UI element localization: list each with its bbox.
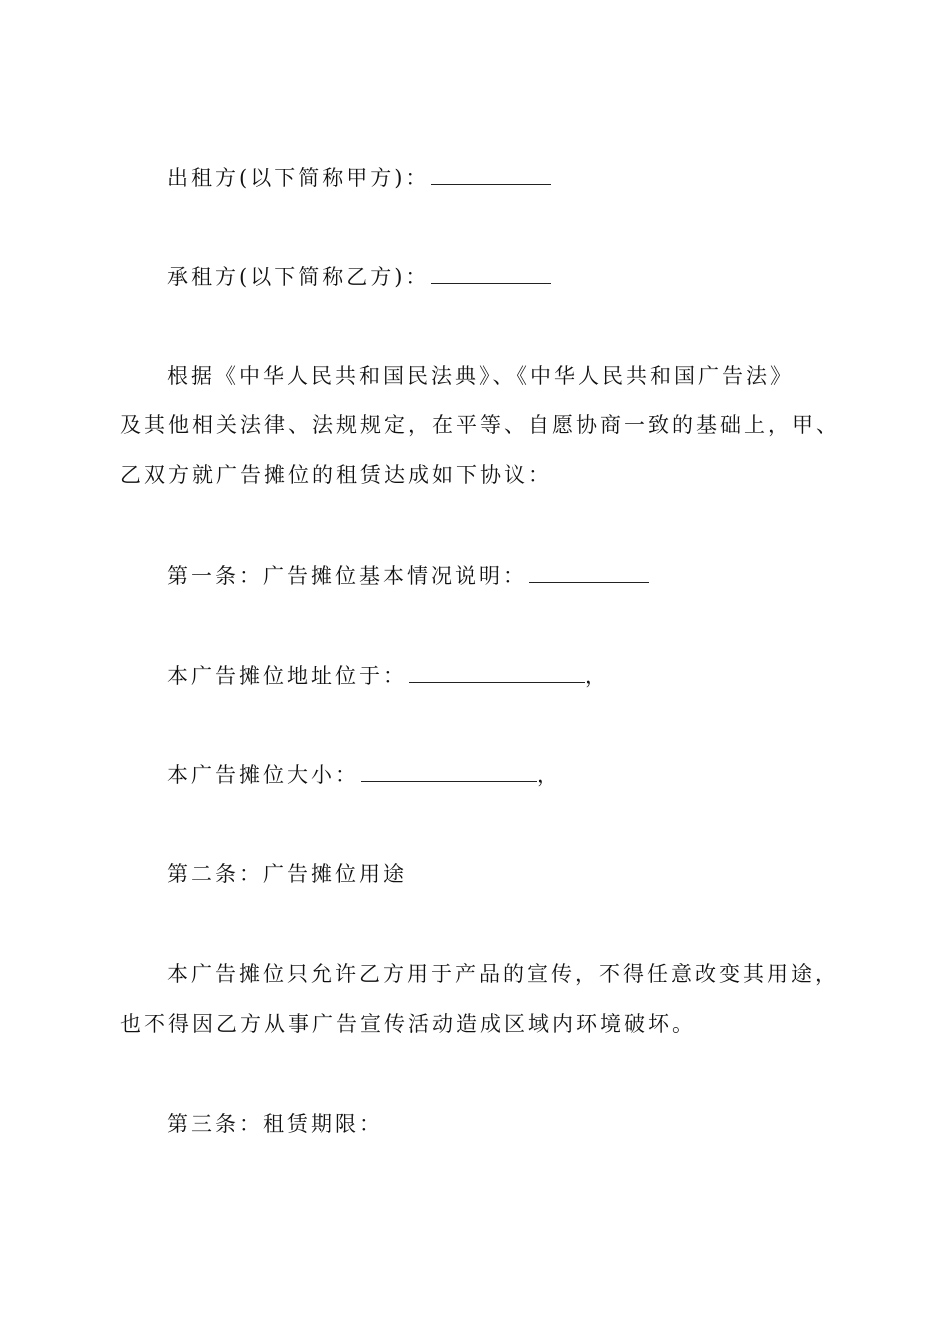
size-label: 本广告摊位大小： xyxy=(167,763,359,787)
article-1-heading-line xyxy=(167,562,887,590)
address-label: 本广告摊位地址位于： xyxy=(167,664,407,688)
article-2-line-2: 也不得因乙方从事广告宣传活动造成区域内环境破坏。 xyxy=(120,1012,696,1036)
lessee-label: 承租方(以下简称乙方)： xyxy=(167,265,430,289)
intro-line-1: 根据《中华人民共和国民法典》、《中华人民共和国广告法》 xyxy=(167,364,794,388)
article-2-heading: 第二条：广告摊位用途 xyxy=(167,862,407,886)
intro-line-2: 及其他相关法律、法规规定，在平等、自愿协商一致的基础上，甲、 xyxy=(120,413,840,437)
intro-line-3: 乙双方就广告摊位的租赁达成如下协议： xyxy=(120,463,552,487)
lessor-blank xyxy=(431,166,551,185)
article-1-heading: 第一条：广告摊位基本情况说明： xyxy=(167,564,527,588)
address-suffix: ， xyxy=(585,664,609,688)
article-3-heading: 第三条：租赁期限： xyxy=(167,1112,383,1136)
address-line xyxy=(167,662,887,690)
address-blank xyxy=(409,664,585,683)
size-line xyxy=(167,761,887,789)
size-blank xyxy=(361,763,537,782)
lessor-line xyxy=(167,164,887,192)
article-2-line-1: 本广告摊位只允许乙方用于产品的宣传，不得任意改变其用途， xyxy=(167,962,839,986)
lessor-label: 出租方(以下简称甲方)： xyxy=(167,166,430,190)
lessee-blank xyxy=(431,265,551,284)
article-1-blank xyxy=(529,564,649,583)
lessee-line xyxy=(167,263,887,291)
size-suffix: ， xyxy=(537,763,561,787)
